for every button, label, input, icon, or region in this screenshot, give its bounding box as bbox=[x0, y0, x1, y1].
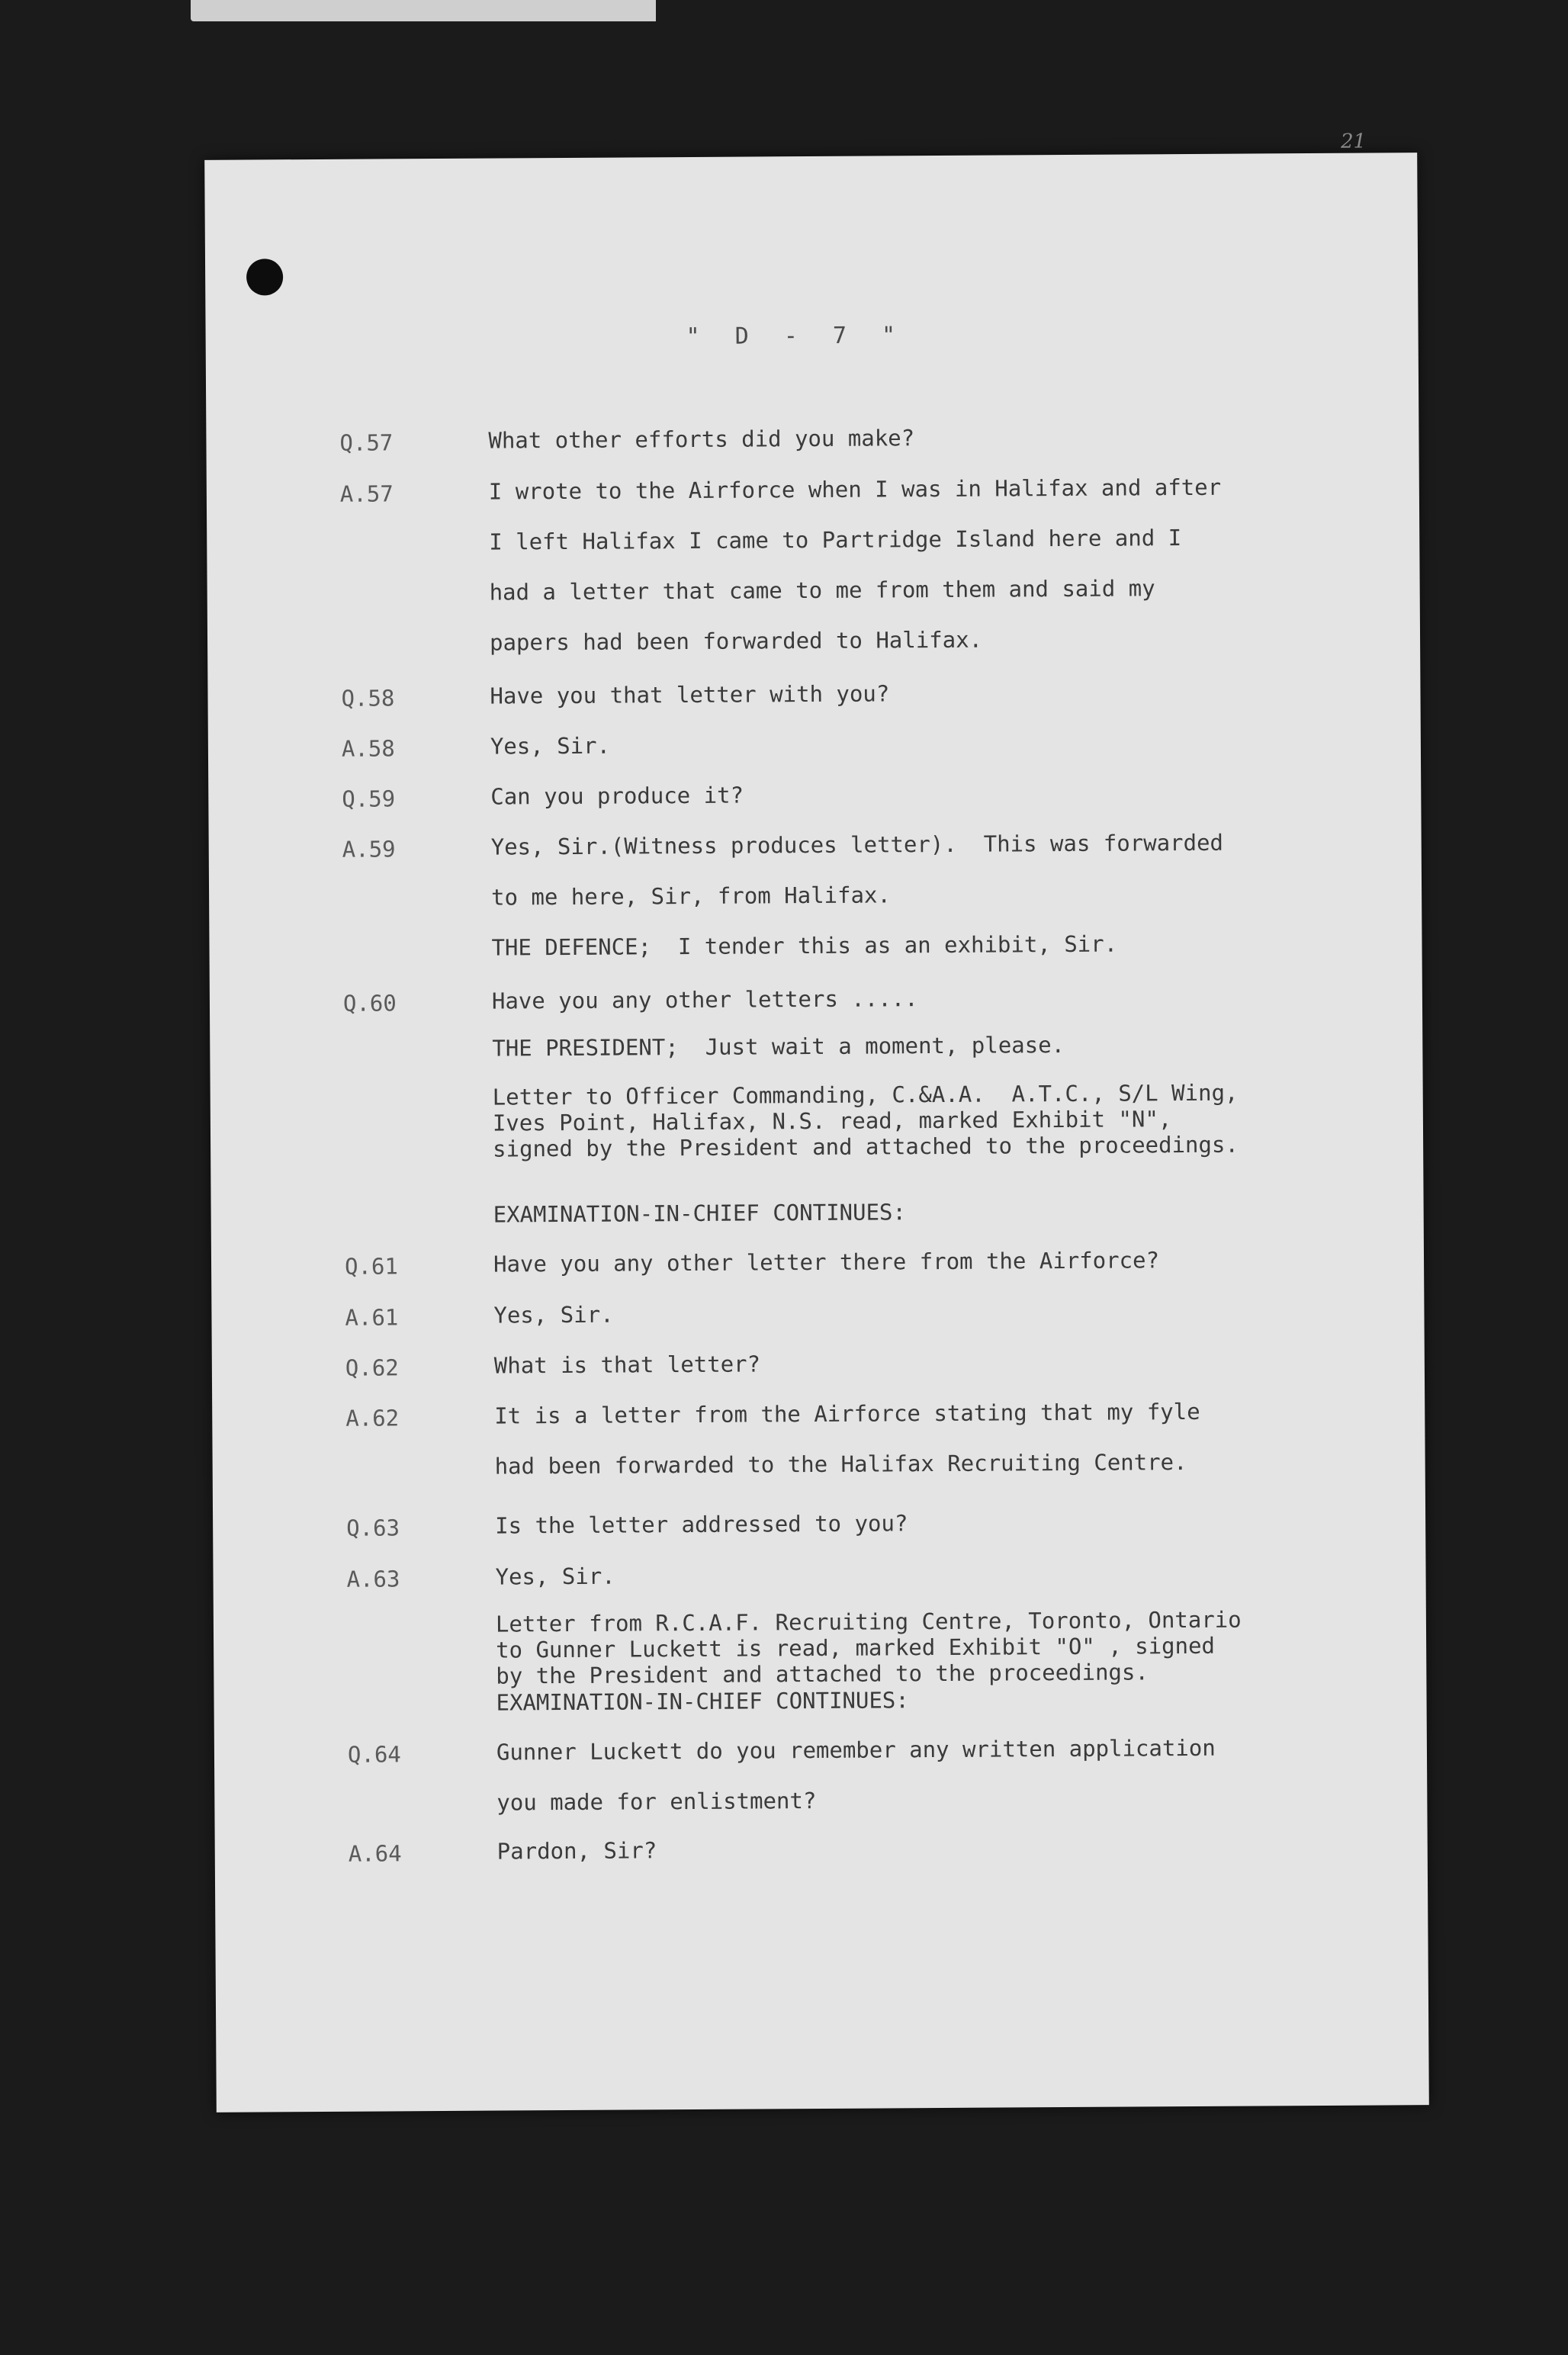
transcript-page bbox=[204, 130, 1429, 2112]
text-line: you made for enlistment? bbox=[496, 1788, 817, 1816]
entry-text bbox=[495, 1551, 615, 1602]
entry-label: Q.59 bbox=[342, 786, 396, 812]
text-line: Yes, Sir. bbox=[490, 732, 611, 760]
text-line: Have you that letter with you? bbox=[490, 680, 890, 709]
text-line: EXAMINATION-IN-CHIEF CONTINUES: bbox=[493, 1199, 906, 1228]
page-heading: " D - 7 " bbox=[686, 322, 907, 351]
entry-text bbox=[494, 1338, 761, 1390]
entry-text bbox=[491, 919, 1117, 973]
entry-text bbox=[497, 1825, 657, 1876]
text-line: Have you any other letter there from the Airforce? bbox=[493, 1247, 1160, 1277]
entry-label: Q.58 bbox=[341, 685, 395, 712]
entry-label: A.62 bbox=[345, 1405, 400, 1431]
entry-text bbox=[493, 1235, 1159, 1289]
text-line: EXAMINATION-IN-CHIEF CONTINUES: bbox=[496, 1687, 909, 1716]
text-line: Can you produce it? bbox=[490, 782, 744, 810]
entry-text bbox=[491, 818, 1224, 923]
entry-label: Q.61 bbox=[344, 1253, 399, 1280]
entry-text bbox=[496, 1723, 1216, 1828]
entry-text bbox=[490, 770, 744, 822]
exhibit-note bbox=[493, 1080, 1239, 1162]
text-line: Letter to Officer Commanding, C.&A.A. A.T.C., S/L Wing, bbox=[492, 1079, 1239, 1110]
entry-label: Q.63 bbox=[346, 1515, 400, 1541]
entry-text bbox=[490, 668, 889, 721]
text-line: had a letter that came to me from them and said my bbox=[489, 575, 1155, 606]
entry-text bbox=[495, 1498, 908, 1550]
entry-text bbox=[496, 1675, 909, 1727]
text-line: THE DEFENCE; I tender this as an exhibit, Sir. bbox=[491, 930, 1118, 961]
punch-hole bbox=[246, 259, 283, 295]
entry-text bbox=[489, 462, 1223, 668]
text-line: Letter from R.C.A.F. Recruiting Centre, Toronto, Ontario bbox=[495, 1606, 1242, 1637]
entry-text bbox=[492, 973, 918, 1026]
page-number: 21 bbox=[1340, 130, 1367, 153]
entry-label: A.63 bbox=[346, 1566, 400, 1592]
text-line: Yes, Sir.(Witness produces letter). This was forwarded bbox=[490, 829, 1224, 860]
text-line: Have you any other letters ..... bbox=[491, 985, 918, 1014]
text-line: to Gunner Luckett is read, marked Exhibit "O" , signed bbox=[496, 1632, 1216, 1663]
entry-text bbox=[493, 1290, 614, 1341]
text-line: had been forwarded to the Halifax Recruiting Centre. bbox=[494, 1449, 1187, 1480]
entry-label: A.64 bbox=[348, 1840, 402, 1867]
text-line: I left Halifax I came to Partridge Island here and I bbox=[489, 525, 1182, 555]
text-line: by the President and attached to the proceedings. bbox=[496, 1659, 1149, 1689]
text-line: It is a letter from the Airforce stating that my fyle bbox=[494, 1398, 1200, 1429]
text-line: Is the letter addressed to you? bbox=[495, 1510, 908, 1539]
text-line: Pardon, Sir? bbox=[496, 1837, 657, 1865]
entry-label: A.61 bbox=[345, 1304, 399, 1331]
entry-text bbox=[494, 1386, 1200, 1492]
text-line: I wrote to the Airforce when I was in Halifax and after bbox=[488, 474, 1222, 505]
entry-label: A.59 bbox=[342, 836, 396, 863]
text-line: Gunner Luckett do you remember any written application bbox=[496, 1734, 1216, 1765]
entry-text bbox=[493, 1187, 906, 1239]
entry-text bbox=[492, 1020, 1065, 1074]
text-line: What is that letter? bbox=[493, 1351, 761, 1379]
text-line: Yes, Sir. bbox=[493, 1301, 614, 1329]
entry-label: Q.57 bbox=[339, 429, 394, 456]
entry-label: Q.60 bbox=[342, 990, 397, 1017]
entry-label: Q.64 bbox=[347, 1741, 401, 1768]
entry-label: A.57 bbox=[339, 480, 394, 507]
text-line: THE PRESIDENT; Just wait a moment, please. bbox=[492, 1032, 1065, 1062]
text-line: What other efforts did you make? bbox=[488, 425, 915, 454]
entry-text bbox=[490, 721, 611, 772]
text-line: Ives Point, Halifax, N.S. read, marked Exhibit "N", bbox=[492, 1106, 1172, 1136]
film-strip-edge bbox=[191, 0, 656, 21]
text-line: to me here, Sir, from Halifax. bbox=[491, 882, 891, 911]
text-line: Yes, Sir. bbox=[495, 1563, 615, 1590]
text-line: signed by the President and attached to the proceedings. bbox=[493, 1131, 1239, 1162]
entry-label: A.58 bbox=[341, 735, 395, 762]
entry-text bbox=[488, 413, 914, 465]
entry-label: Q.62 bbox=[345, 1354, 399, 1381]
text-line: papers had been forwarded to Halifax. bbox=[489, 626, 983, 656]
